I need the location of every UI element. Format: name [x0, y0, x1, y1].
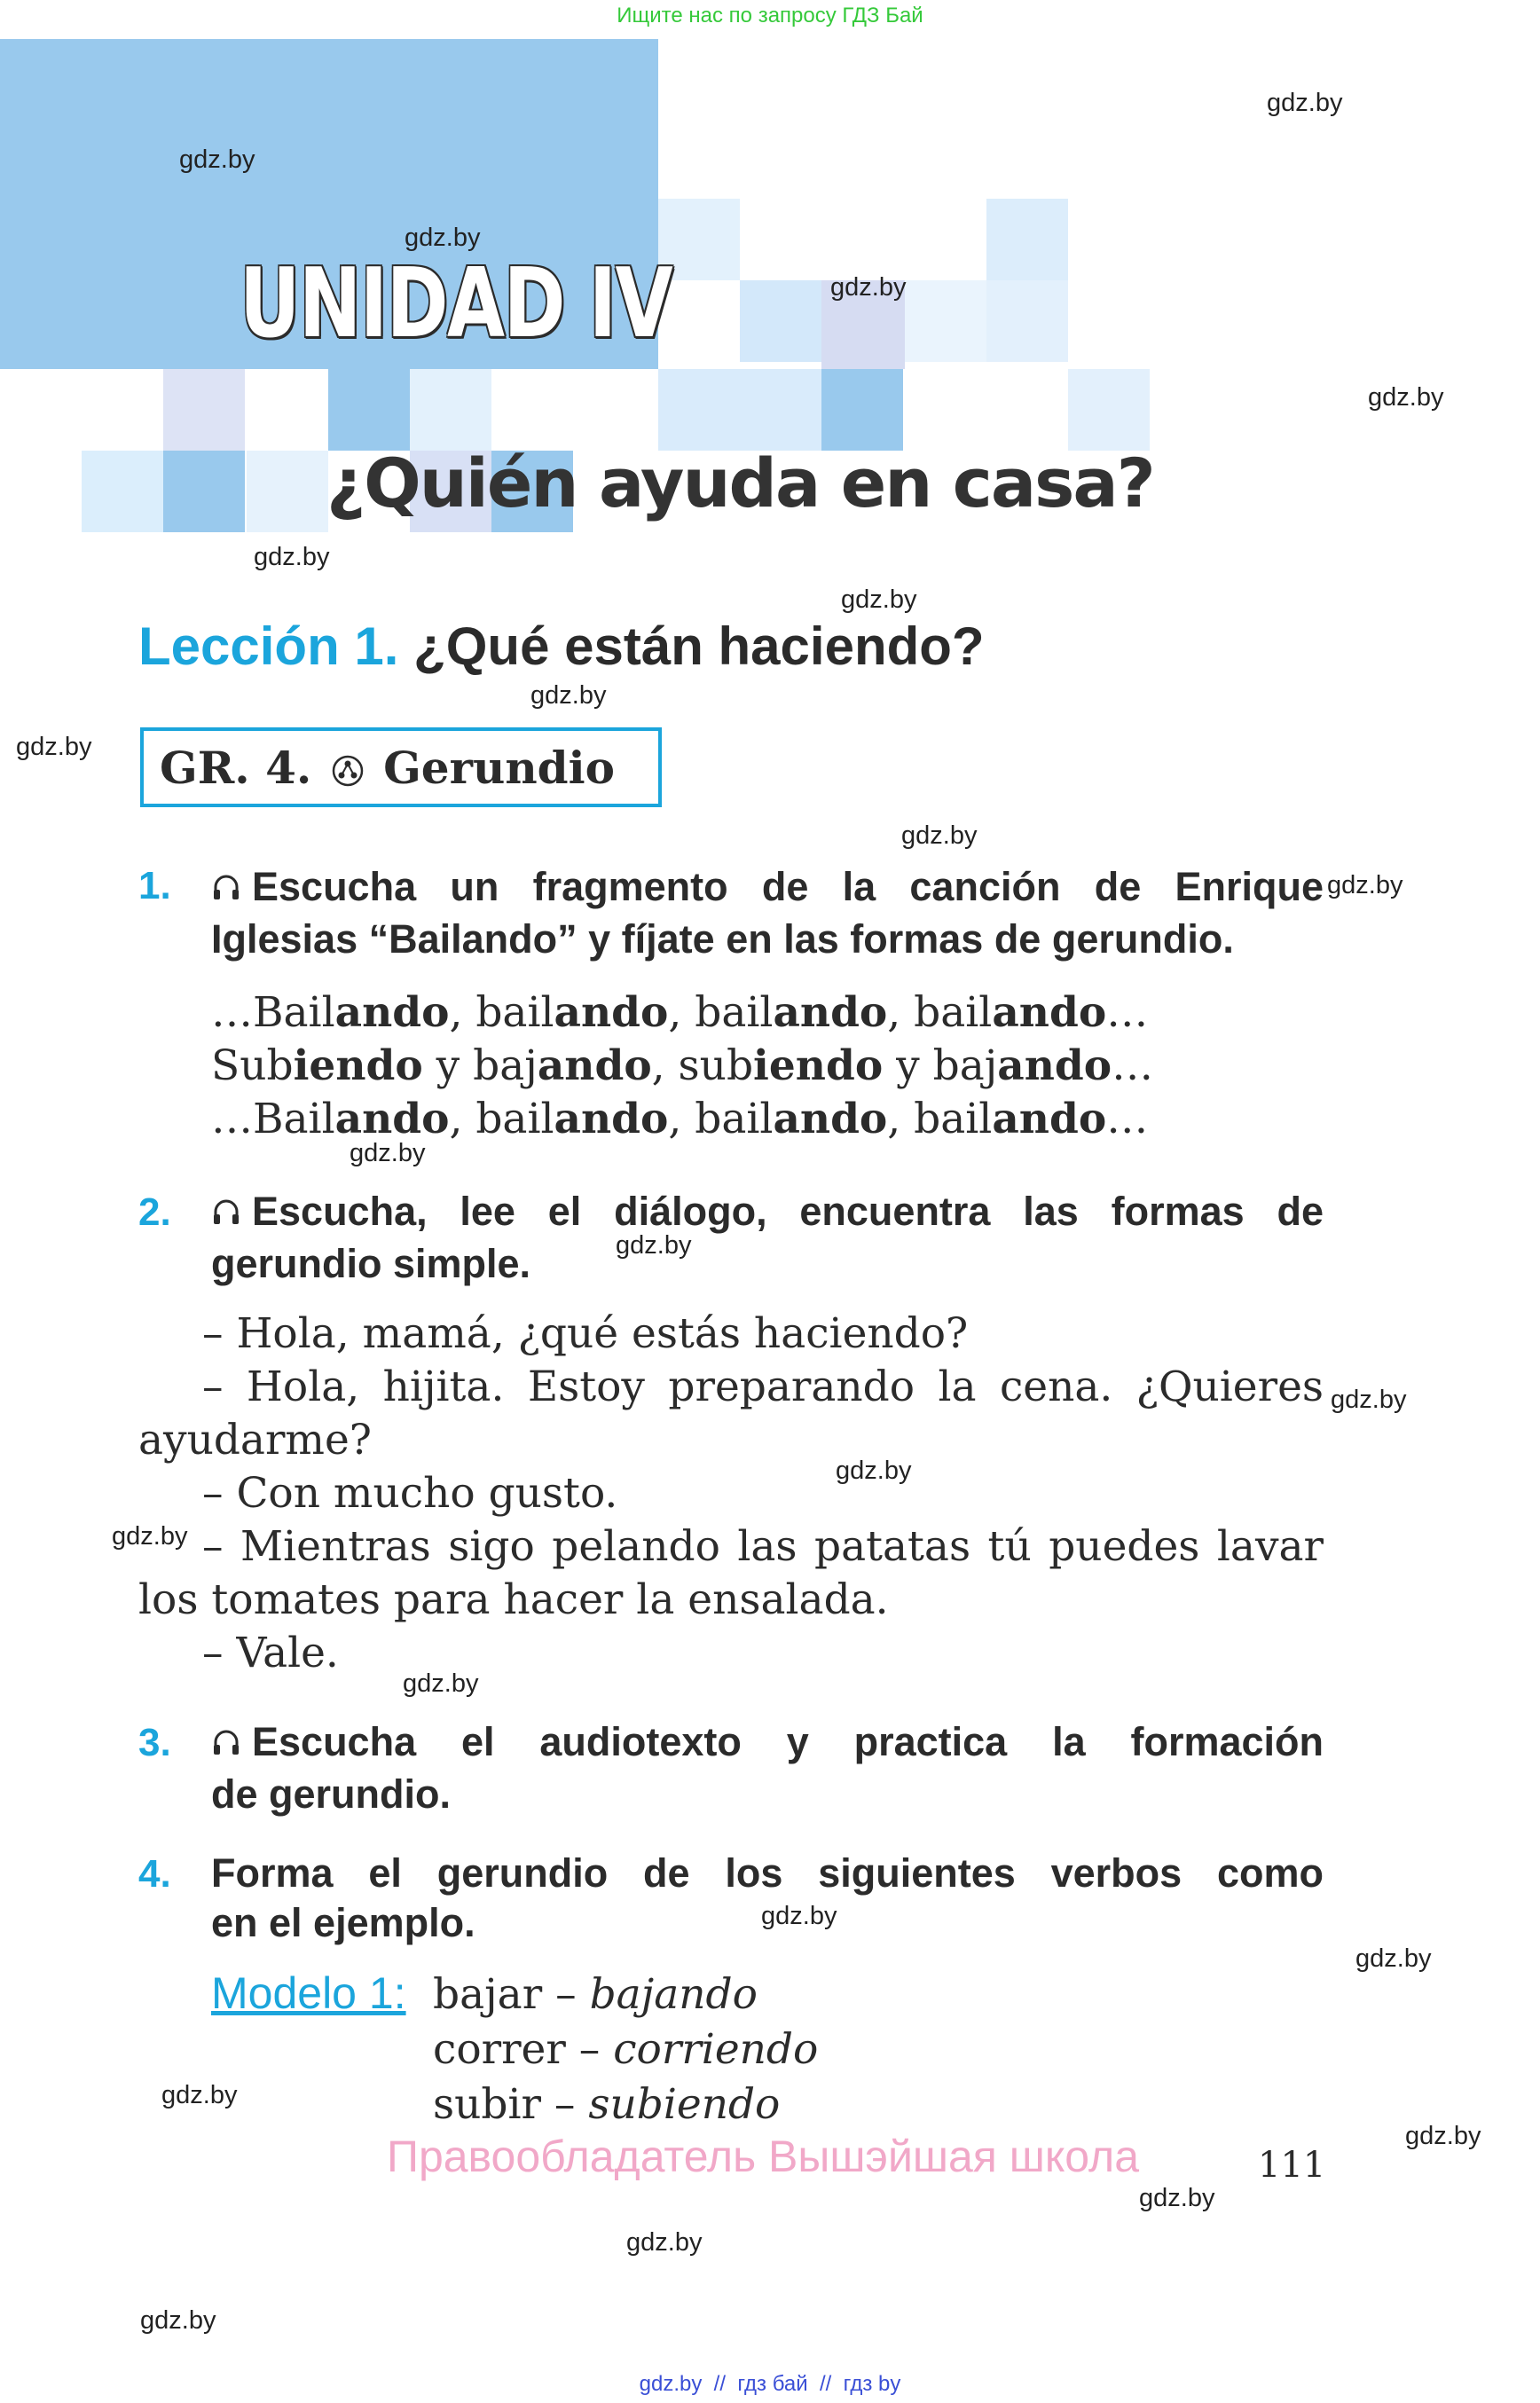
- watermark: gdz.by: [1368, 383, 1444, 412]
- song-line: …Bailando, bailando, bailando, bailando…: [211, 1095, 1149, 1143]
- lesson-title: ¿Qué están haciendo?: [413, 616, 985, 676]
- watermark: gdz.by: [1139, 2184, 1215, 2212]
- dialogue-line: – Vale.: [202, 1629, 339, 1677]
- watermark: gdz.by: [140, 2306, 216, 2335]
- watermark: gdz.by: [901, 821, 978, 850]
- top-search-note: Ищите нас по запросу ГДЗ Бай: [617, 4, 923, 27]
- watermark: gdz.by: [841, 585, 917, 614]
- dialogue-line: los tomates para hacer la ensalada.: [138, 1575, 889, 1624]
- watermark: gdz.by: [616, 1231, 692, 1260]
- model-label: Modelo 1:: [211, 1968, 406, 2018]
- watermark: gdz.by: [830, 273, 907, 302]
- exercise-number: 4.: [138, 1852, 171, 1896]
- watermark: gdz.by: [1355, 1944, 1432, 1973]
- page-number: 111: [1258, 2145, 1326, 2186]
- song-line: …Bailando, bailando, bailando, bailando…: [211, 988, 1149, 1037]
- model-example: correr – corriendo: [433, 2025, 819, 2074]
- model-example: bajar – bajando: [433, 1970, 758, 2019]
- watermark: gdz.by: [403, 1669, 479, 1698]
- grammar-label: GR. 4.: [160, 742, 312, 794]
- grammar-topic: Gerundio: [383, 742, 615, 794]
- exercise-3-instruction: Escucha el audiotexto y practica la formación de gerundio.: [211, 1719, 1324, 1818]
- dialogue: [138, 1308, 1324, 1680]
- dialogue-line: – Mientras sigo pelando las patatas tú puedes lavar: [202, 1522, 1324, 1571]
- grammar-reference-icon: [331, 746, 365, 798]
- dialogue-line: ayudarme?: [138, 1416, 372, 1465]
- watermark: gdz.by: [112, 1522, 188, 1551]
- watermark: gdz.by: [1327, 871, 1403, 899]
- lesson-heading: [138, 616, 985, 677]
- exercise-4-instruction: Forma el gerundio de los siguientes verbos como en el ejemplo.: [211, 1850, 1324, 1945]
- watermark: gdz.by: [179, 145, 255, 174]
- model-examples: [433, 1967, 818, 2132]
- lesson-number: Lección 1.: [138, 616, 399, 676]
- footer-links[interactable]: gdz.by // гдз бай // гдз by: [639, 2372, 901, 2396]
- exercise-number: 3.: [138, 1721, 171, 1764]
- exercise-number: 1.: [138, 864, 171, 907]
- watermark: gdz.by: [161, 2081, 238, 2109]
- watermark: gdz.by: [16, 733, 92, 761]
- watermark: gdz.by: [254, 543, 330, 571]
- watermark: gdz.by: [761, 1902, 837, 1930]
- watermark: gdz.by: [1405, 2122, 1481, 2150]
- headphones-icon: [211, 1720, 241, 1770]
- copyright-notice: Правообладатель Вышэйшая школа: [387, 2132, 1139, 2181]
- unit-title: UNIDAD IV: [240, 248, 672, 359]
- watermark: gdz.by: [530, 681, 607, 710]
- exercise-number: 2.: [138, 1190, 171, 1234]
- watermark: gdz.by: [350, 1139, 426, 1167]
- watermark: gdz.by: [836, 1457, 912, 1485]
- watermark: gdz.by: [626, 2228, 703, 2257]
- headphones-icon: [211, 1190, 241, 1239]
- exercise-2-instruction: Escucha, lee el diálogo, encuentra las formas de gerundio simple.: [211, 1189, 1324, 1287]
- unit-subtitle: ¿Quién ayuda en casa?: [326, 444, 1154, 522]
- model-example: subir – subiendo: [433, 2080, 781, 2129]
- grammar-reference: [160, 742, 615, 798]
- song-lyrics: [211, 986, 1153, 1146]
- watermark: gdz.by: [1331, 1386, 1407, 1414]
- dialogue-line: – Con mucho gusto.: [202, 1469, 618, 1518]
- watermark: gdz.by: [1267, 89, 1343, 117]
- watermark: gdz.by: [405, 224, 481, 252]
- song-line: Subiendo y bajando, subiendo y bajando…: [211, 1041, 1154, 1090]
- exercise-1-instruction: Escucha un fragmento de la canción de Enrique Iglesias “Bailando” y fíjate en las formas de gerundio.: [211, 864, 1324, 962]
- dialogue-line: – Hola, hijita. Estoy preparando la cena. ¿Quieres: [202, 1362, 1324, 1411]
- dialogue-line: – Hola, mamá, ¿qué estás haciendo?: [202, 1309, 969, 1358]
- headphones-icon: [211, 865, 241, 915]
